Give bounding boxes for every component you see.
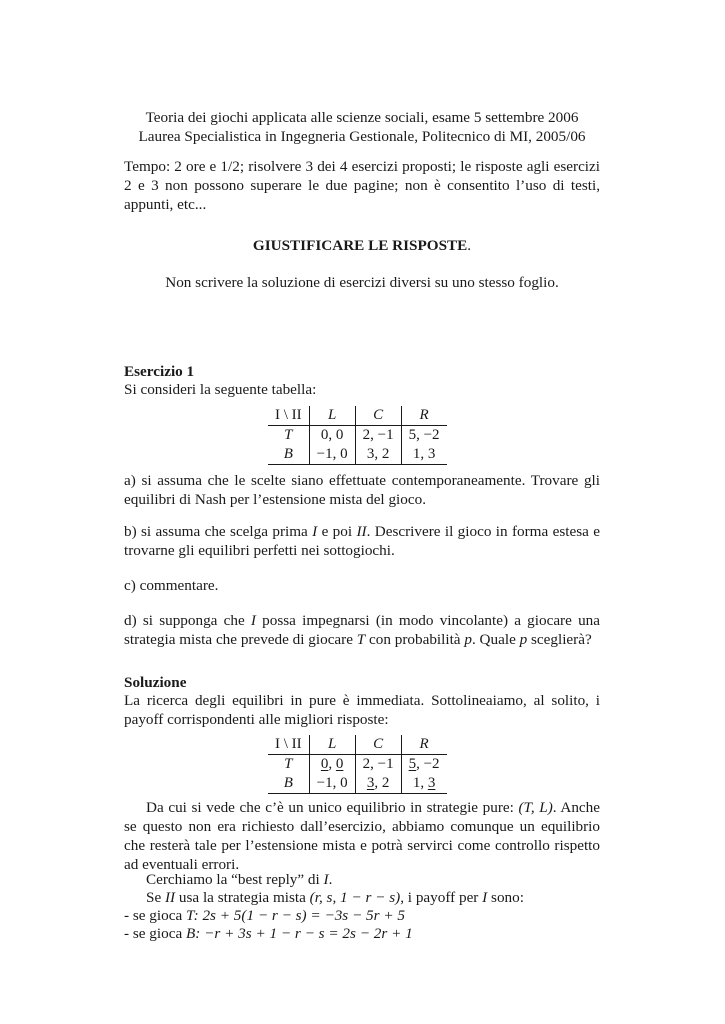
text-run: . Quale (471, 631, 520, 648)
text-run: . Anche se questo non era richiesto dall’esercizio, abbiamo comunque un equilibrio che resterà tale per l’estensione mista e potrà servirci come controllo rispetto ad eventuali errori. (124, 799, 600, 873)
text-run: . (328, 871, 333, 888)
text-run: Cerchiamo la “best reply” di (146, 871, 324, 888)
text-run: . Descrivere il gioco in forma estesa e trovarne gli equilibri perfetti nei sottogiochi. (124, 523, 600, 559)
text-run: , (328, 756, 336, 772)
solution-paragraph-1 (124, 798, 600, 874)
math-var: B (186, 925, 196, 942)
justify-period: . (467, 237, 472, 254)
question-a: a) si assuma che le scelte siano effettuate contemporaneamente. Trovare gli equilibri di Nash per l’estensione mista del gioco. (124, 472, 600, 508)
table-row (268, 774, 447, 794)
math-var: II (356, 523, 367, 540)
solution-title: Soluzione (124, 674, 187, 691)
math-expr: : −r + 3s + 1 − r − s = 2s − 2r + 1 (195, 925, 413, 942)
justify-note (124, 236, 600, 255)
payoff-table (268, 406, 447, 465)
text-run: , i payoff per (400, 889, 483, 906)
text-run: con probabilità (365, 631, 465, 648)
text-run: , −2 (416, 756, 440, 772)
table-cell: −1, 0 (309, 445, 355, 465)
question-c: c) commentare. (124, 577, 219, 594)
justify-bold: GIUSTIFICARE LE RISPOSTE (252, 237, 468, 254)
exercise-title: Esercizio 1 (124, 363, 195, 380)
text-run: usa la strategia mista (175, 889, 310, 906)
underlined-payoff: 3 (366, 775, 375, 791)
text-run: - se gioca (124, 925, 186, 942)
text-run: Se (146, 889, 165, 906)
table-cell: 2, −1 (355, 426, 401, 446)
solution-paragraph-3 (124, 888, 600, 907)
underlined-payoff: 0 (335, 756, 344, 772)
table-cell (401, 774, 446, 794)
solution-paragraph-2 (124, 870, 600, 889)
table-cell (355, 774, 401, 794)
table-cell: 3, 2 (355, 445, 401, 465)
math-expr: (T, L) (518, 799, 553, 816)
text-run: b) si assuma che scelga prima (124, 523, 313, 540)
best-reply-table (268, 735, 447, 794)
question-b (124, 522, 600, 560)
table-row (268, 755, 447, 775)
math-expr: (r, s, 1 − r − s) (309, 889, 401, 906)
table-cell: −1, 0 (309, 774, 355, 794)
col-header: C (355, 735, 401, 755)
text-run: e poi (317, 523, 357, 540)
underlined-payoff: 0 (320, 756, 329, 772)
row-header: T (284, 427, 293, 443)
exam-title-line1: Teoria dei giochi applicata alle scienze sociali, esame 5 settembre 2006 (145, 109, 579, 126)
table-cell (401, 755, 446, 775)
row-header: B (268, 774, 309, 794)
math-var: p (464, 631, 472, 648)
payoff-line-B (124, 924, 600, 943)
table-row (268, 426, 447, 446)
table-corner: I \ II (268, 406, 309, 426)
table-corner: I \ II (268, 735, 309, 755)
text-run: sono: (487, 889, 524, 906)
math-var: I (312, 523, 318, 540)
exam-header (124, 108, 600, 146)
table-cell (309, 755, 355, 775)
text-run: - se gioca (124, 907, 186, 924)
payoff-line-T (124, 906, 600, 925)
underlined-payoff: 5 (408, 756, 417, 772)
text-run: 1, (412, 775, 428, 791)
table-cell: 2, −1 (355, 755, 401, 775)
text-run: , 2 (374, 775, 390, 791)
solution-intro: La ricerca degli equilibri in pure è immediata. Sottolineaiamo, al solito, i payoff corrispondenti alle migliori risposte: (124, 692, 600, 728)
table-row (268, 445, 447, 465)
col-header: R (401, 406, 446, 426)
table-header-row (268, 406, 447, 426)
math-expr: : 2s + 5(1 − r − s) = −3s − 5r + 5 (193, 907, 405, 924)
underlined-payoff: 3 (427, 775, 436, 791)
table-cell: 5, −2 (401, 426, 446, 446)
text-run: possa impegnarsi (in modo vincolante) a giocare una strategia mista che prevede di giocare (124, 612, 600, 648)
row-header: T (284, 756, 293, 772)
question-d (124, 611, 600, 649)
exam-title-line2: Laurea Specialistica in Ingegneria Gestionale, Politecnico di MI, 2005/06 (138, 128, 586, 145)
col-header: R (401, 735, 446, 755)
separate-sheets-note: Non scrivere la soluzione di esercizi diversi su uno stesso foglio. (165, 274, 559, 291)
math-var: I (482, 889, 488, 906)
exercise-intro: Si consideri la seguente tabella: (124, 381, 317, 398)
col-header: L (309, 406, 355, 426)
text-run: d) si supponga che (124, 612, 251, 629)
table-cell: 1, 3 (401, 445, 446, 465)
text-run: sceglierà? (527, 631, 592, 648)
table-cell: 0, 0 (309, 426, 355, 446)
math-var: I (323, 871, 329, 888)
col-header: C (355, 406, 401, 426)
math-var: T (356, 631, 366, 648)
row-header: B (268, 445, 309, 465)
table-header-row (268, 735, 447, 755)
time-instructions: Tempo: 2 ore e 1/2; risolvere 3 dei 4 esercizi proposti; le risposte agli esercizi 2 e 3 non possono superare le due pagine; non è consentito l’uso di testi, appunti, etc... (124, 158, 600, 213)
math-var: I (250, 612, 256, 629)
math-var: T (186, 907, 194, 924)
text-run: Da cui si vede che c’è un unico equilibrio in strategie pure: (146, 799, 519, 816)
math-var: p (519, 631, 528, 648)
math-var: II (164, 889, 176, 906)
col-header: L (309, 735, 355, 755)
